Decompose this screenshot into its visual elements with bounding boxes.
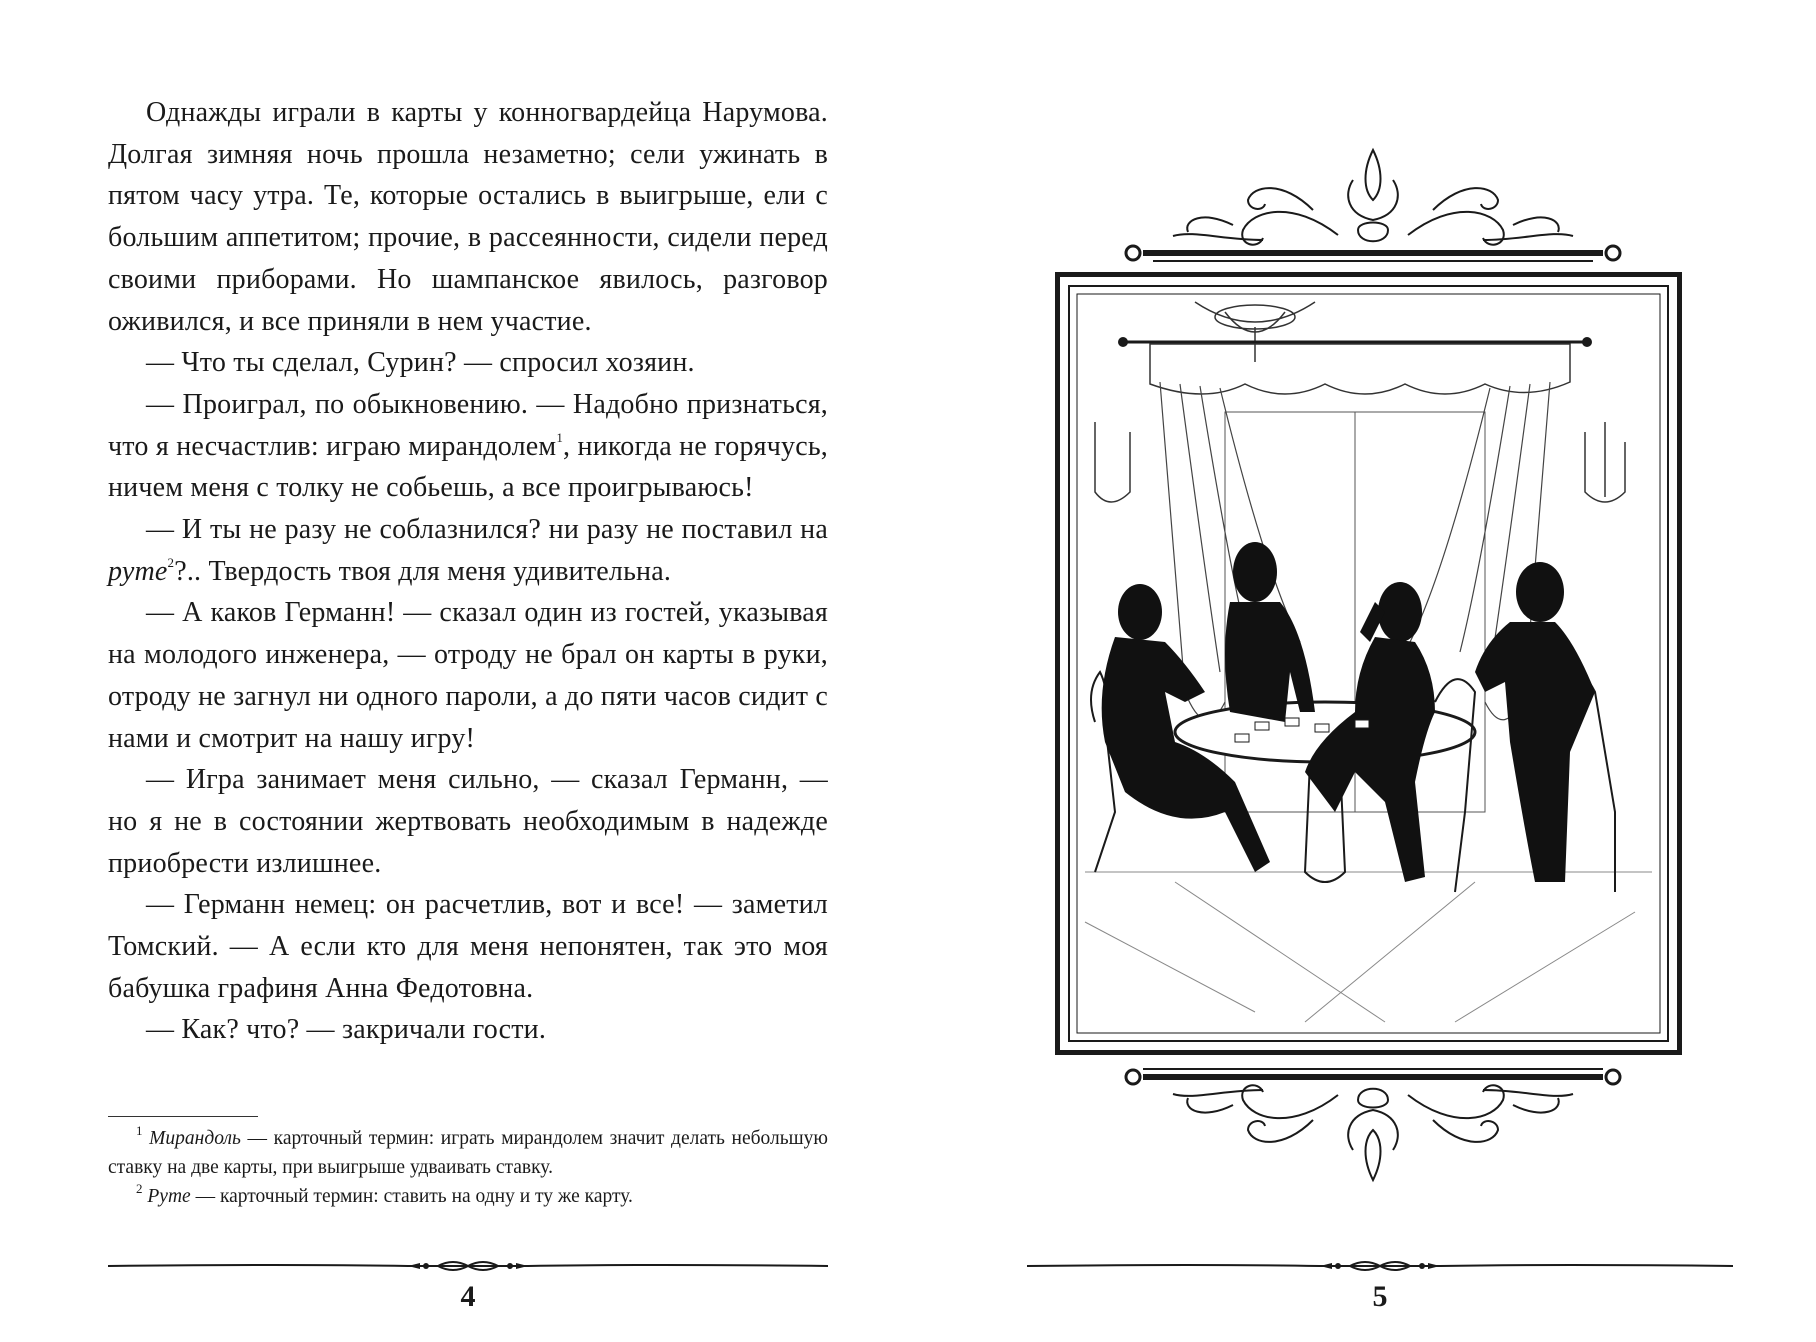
paragraph: [108, 384, 828, 509]
paragraph: — Игра занимает меня сильно, — сказал Германн, — но я не в состоянии жертвовать необходимым в надежде приобрести излишнее.: [108, 764, 828, 879]
card-game-silhouette-illustration: [1055, 272, 1682, 1055]
paragraph-text: — И ты не разу не соблазнился? ни разу не поставил на: [146, 514, 828, 546]
paragraph-text: — Проиграл, по обыкновению. — Надобно признаться, что я несчастлив: играю мирандолем: [108, 388, 828, 462]
top-flourish-ornament: [1113, 140, 1633, 270]
footnote: [108, 1124, 828, 1182]
footnote-divider: [108, 1116, 258, 1117]
footnotes: [108, 1124, 828, 1211]
right-page: [908, 0, 1816, 1342]
paragraph: — А каков Германн! — сказал один из гостей, указывая на молодого инженера, — отроду не брал он карты в руки, отроду не загнул ни одного пароли, а до пяти часов сидит с нами и смотрит на нашу игру!: [108, 597, 828, 754]
paragraph: Однажды играли в карты у конногвардейца Нарумова. Долгая зимняя ночь прошла незаметно; сели ужинать в пятом часу утра. Те, которые остались в выигрыше, ели с большим аппетитом; прочие, в рассеянности, сидели перед своими приборами. Но шампанское явилось, разговор оживился, и все приняли в нем участие.: [108, 97, 828, 337]
paragraph-text: ?.. Твердость твоя для меня удивительна.: [174, 555, 672, 587]
body-text: [108, 92, 828, 1051]
page-number: 4: [460, 1280, 476, 1313]
folio-ornament-rule: [108, 1256, 828, 1276]
page-number: 5: [1372, 1280, 1388, 1313]
paragraph: — Что ты сделал, Сурин? — спросил хозяин.: [146, 347, 695, 379]
paragraph: — Германн немец: он расчетлив, вот и все! — заметил Томский. — А если кто для меня непонятен, так это моя бабушка графиня Анна Федотовна.: [108, 889, 828, 1004]
footnote-text: — карточный термин: ставить на одну и ту же карту.: [190, 1186, 633, 1207]
footnote-term: Мирандоль: [149, 1128, 241, 1149]
paragraph-text: , никогда не горячусь, ничем меня с толку не собьешь, а все проигрываюсь!: [108, 430, 828, 504]
footnote-mark: 1: [136, 1122, 143, 1138]
footnote-ref[interactable]: 1: [556, 430, 564, 446]
footnote-term: Руте: [147, 1186, 191, 1207]
bottom-flourish-ornament: [1113, 1060, 1633, 1190]
footnote-ref[interactable]: 2: [167, 555, 175, 571]
paragraph: — Как? что? — закричали гости.: [146, 1014, 547, 1046]
footnote-mark: 2: [136, 1180, 143, 1196]
paragraph: [108, 509, 828, 592]
folio-ornament-rule: [1027, 1256, 1733, 1276]
italic-term: руте: [108, 555, 168, 587]
footnote-text: — карточный термин: играть мирандолем значит делать небольшую ставку на две карты, при выигрыше удваивать ставку.: [108, 1128, 829, 1178]
footnote: [108, 1182, 828, 1211]
